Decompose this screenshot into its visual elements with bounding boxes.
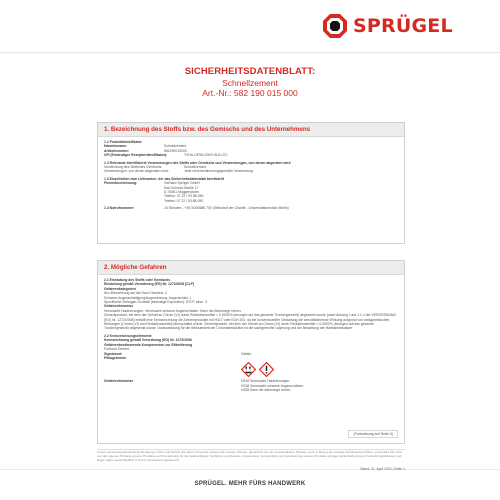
field-label: UFI (Eindeutiger Rezepturidentifikator):: [104, 153, 168, 158]
field-label: Piktogramme:: [104, 355, 127, 360]
section-1: [97, 122, 405, 244]
footer-disclaimer: Unsere anwendungstechnische Beratung in Wort und Schrift und durch Versuche erfolgt nach bestem Wissen, gilt jedoch nur als unverbindlicher Hinweis, auch in Bezug auf etwaige Schutzrechte Dritter, und befreit Sie nicht von der eigenen Prüfung unserer Produkte auf ihre Eignung für die beabsichtigten Verfahren und Zwecke. Anwendung, Verwendung und Verarbeitung unserer Produkte erfolgen außerhalb unserer Kontrollmöglichkeiten und liegen daher ausschließlich in Ihrem Verantwortungsbereich.: [97, 450, 402, 462]
field-label: Gefahrenhinweise: [104, 379, 134, 384]
pictogram-group: [241, 362, 398, 377]
h-statement: H318 Verursacht schwere Augenschäden.: [241, 383, 305, 388]
h-statement: H335 Kann die Atemwege reizen.: [241, 388, 292, 393]
field-piktogramme: [104, 356, 398, 360]
field-label: 1.4 Notrufnummer:: [104, 206, 135, 211]
field-value: TVHA-GE9N-S0KH-5U1J EJ: [184, 153, 228, 158]
field-label: Verwendungen, von denen abgeraten wird:: [104, 169, 169, 174]
article-number: Art.-Nr.: 582 190 015 000: [202, 88, 298, 98]
field-label: Verwendung des Stoffs/des Gemischs:: [104, 165, 163, 170]
address-line: D-76461 Muggensturm: [164, 190, 199, 195]
regulation-2-1: Einstufung gemäß Verordnung (EG) Nr. 1272/2008 [CLP]: [104, 282, 195, 287]
fax-line: Telefax: 07 22 / 93 88-050: [164, 198, 204, 203]
field-value: H315 Verursacht Hautreizungen.: [241, 379, 291, 384]
brand-mark-icon: [322, 13, 348, 39]
section-1-heading: 1. Bezeichnung des Stoffs bzw. des Gemischs und des Unternehmens: [98, 123, 404, 137]
footer-date-page: Stand: 21. April 2022 | Seite 1: [360, 467, 405, 471]
field-label: Handelsname:: [104, 144, 128, 149]
field-label: Artikelnummer:: [104, 148, 130, 153]
field-value: Gerhard Sprügel GmbH: [164, 181, 200, 186]
address-line: Karl-Schmid-Straße 17: [164, 185, 199, 190]
hazard-category: Spezifische Zielorgan-Toxizität (einmalige Exposition): STOT einm. 3: [104, 300, 207, 305]
field-label: Signalwort:: [104, 351, 123, 356]
field-value: Gefahr: [241, 351, 252, 356]
subheading-1-1: 1.1 Produktidentifikator: [104, 140, 142, 144]
section-2: [97, 260, 405, 444]
corrosion-icon: [241, 362, 256, 377]
subheading-1-2: 1.2 Relevante identifizierte Verwendungen des Stoffs oder Gemischs und Verwendungen, von denen abgeraten wird: [104, 160, 291, 165]
komponenten-value: Portland Zement: [104, 347, 130, 352]
product-name: Schnellzement: [222, 78, 278, 88]
gefahrenhinweise-label: Gefahrenhinweise: [104, 304, 134, 309]
gefahrenhinweise-text: Verursacht Hautreizungen. Verursacht schwere Augenschäden. Kann die Atemwege reizen.: [104, 308, 242, 313]
field-value: Schnellzement: [184, 165, 207, 170]
exclamation-mark-icon: [259, 362, 274, 377]
field-label: Firmenbezeichnung:: [104, 181, 138, 186]
header-divider: [0, 52, 500, 53]
field-value: Jede nicht bestimmungsgemäße Verwendung: [184, 169, 253, 174]
phone-line: Telefon: 07 22 / 93 88-050: [164, 194, 204, 199]
regulation-2-2: Kennzeichnung gemäß Verordnung (EG) Nr. 1272/2008: [104, 338, 192, 343]
footer-tagline: SPRÜGEL. MEHR FÜRS HANDWERK: [194, 481, 306, 487]
gefahrenkategorien-label: Gefahrenkategorien: [104, 286, 137, 291]
field-value: 582190015000: [164, 148, 187, 153]
continued-note: (Fortsetzung auf Seite 3): [348, 430, 398, 438]
field-value: 24 Stunden - +49 30/30686 700 (Giftnotruf der Charité - Universitätsmedizin Berlin): [164, 206, 289, 211]
subheading-2-2: 2.2 Kennzeichnungselemente: [104, 333, 152, 338]
subheading-2-1: 2.1 Einstufung des Stoffs oder Gemischs: [104, 278, 171, 282]
chromate-paragraph: Zementprodukt, bei dem der Gehalt an Chrom (VI) durch Reduktionsmittel < 0,0002% (bezogen auf das gesamte Trockengewicht) abgesenkt wurde (nach Anhang I und 1.1.4 der VERORDNUNG (EG) Nr. 1272/2008) entfallt eine Kennzeichnung die Zementprodukte mit H317 oder EUH 203, da bei konventioneller Gestaltung die sensibilisierende Wirkung aufgrund von antagonistischen Wirkungen (Chrom (VI) und Reduktionsmittel) überschattet würde. Zementprodukt, bei dem der Gehalt an Chrom (VI) durch Reduktionsmittel < 0,0002% (bezogen auf das gesamte Trockengewicht) abgesenkt wurde. Voraussetzung für die Wirksamkeit der Chromatreduktion ist die sachgerechte Lagerung und die Beachtung der Haltbarkeitsdauer.: [104, 313, 397, 331]
document-title: SICHERHEITSDATENBLATT:: [184, 66, 316, 77]
brand-logo: [322, 13, 453, 39]
section-2-heading: 2. Mögliche Gefahren: [98, 261, 404, 275]
brand-name: SPRÜGEL: [353, 15, 453, 37]
hazard-category: Ätz-/Reizwirkung auf die Haut: Hautreiz. 2: [104, 291, 167, 296]
subheading-1-3: 1.3 Einzelheiten zum Lieferanten, der das Sicherheitsdatenblatt bereitstellt: [104, 176, 224, 181]
komponenten-label: Gefahrenbestimmende Komponenten zur Etikettierung: [104, 342, 193, 347]
hazard-category: Schwere Augenschädigung/Augenreizung: Augenschäd. 1: [104, 295, 192, 300]
field-notruf: [104, 206, 398, 210]
document-title-block: [0, 66, 500, 98]
field-value: Schnellzement: [164, 144, 187, 149]
